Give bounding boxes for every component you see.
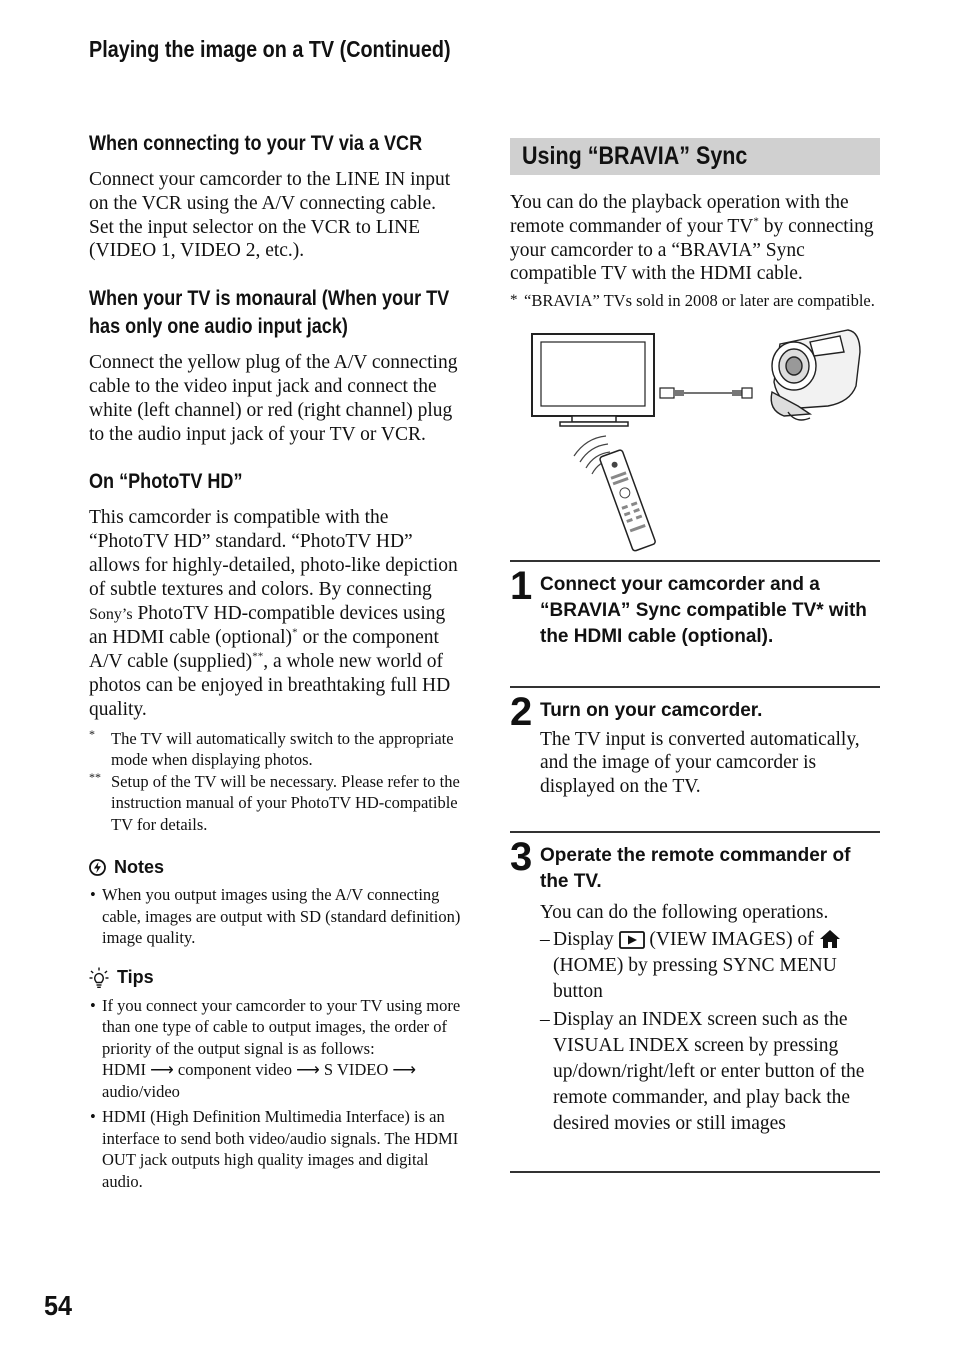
arrow-right-icon: ⟶: [150, 1060, 174, 1080]
left-column: [89, 130, 461, 1192]
arrow-right-icon: ⟶: [392, 1060, 417, 1080]
step-2-body: The TV input is converted automatically, and the image of your camcorder is displayed on the TV.: [540, 728, 860, 798]
vcr-body: Connect your camcorder to the LINE IN input on the VCR using the A/V connecting cable. Set the input selector on the VCR to LINE (VIDEO 1, VIDEO 2, etc.).: [89, 169, 451, 262]
bravia-intro: You can do the playback operation with the remote commander of your TV* by connecting your camcorder to a “BRAVIA” Sync compatible TV with the HDMI cable.: [510, 192, 874, 285]
notes-icon: [89, 859, 106, 876]
tips-heading: Tips: [89, 967, 461, 989]
notes-heading: Notes: [89, 857, 461, 878]
step-2: 2 Turn on your camcorder. The TV input is converted automatically, and the image of your camcorder is displayed on the TV.: [510, 686, 880, 831]
priority-order: HDMI ⟶ component video ⟶ S VIDEO ⟶ audio/video: [102, 1060, 417, 1101]
phototv-body: This camcorder is compatible with the “PhotoTV HD” standard. “PhotoTV HD” allows for highly-detailed, photo-like depiction of subtle textures and colors. By connecting Sony’s PhotoTV HD-compatible devices using an HDMI cable (optional)* or the component A/V cable (supplied)**, a whole new world of photos can be enjoyed in breathtaking full HD quality.: [89, 507, 458, 720]
section-title-bar: [510, 138, 880, 175]
tips-item-1: • If you connect your camcorder to your TV using more than one type of cable to output images, the order of priority of the output signal is as follows: HDMI ⟶ component video ⟶ S VIDEO ⟶ audio/video: [90, 995, 461, 1101]
page-number: 54: [44, 1290, 73, 1321]
tv-icon: [532, 334, 654, 426]
step-2-title: Turn on your camcorder.: [540, 699, 763, 721]
step-3: 3 Operate the remote commander of the TV. You can do the following operations. – Display (VIEW IMAGES) of (HOME) by pressing SYNC MENU button – Display an INDEX screen such as the VISUAL INDEX screen by pressing up/down/right/left or enter button of the remote commander, and play back the desired movies or still images: [510, 831, 880, 1137]
notes-item: • When you output images using the A/V connecting cable, images are output with SD (standard definition) image quality.: [90, 885, 461, 948]
hdmi-cable-icon: [660, 388, 752, 398]
step-1: 1 Connect your camcorder and a “BRAVIA” Sync compatible TV* with the HDMI cable (optional).: [510, 560, 880, 686]
sony-brand: Sony’s: [89, 605, 133, 623]
view-images-icon: [619, 931, 645, 949]
bravia-footnote: * “BRAVIA” TVs sold in 2008 or later are compatible.: [510, 291, 875, 311]
footnote-2: ** Setup of the TV will be necessary. Please refer to the instruction manual of your PhotoTV HD-compatible TV for details.: [89, 769, 460, 834]
end-rule: [510, 1171, 880, 1173]
tips-item-2: • HDMI (High Definition Multimedia Interface) is an interface to send both video/audio signals. The HDMI OUT jack outputs high quality images and digital audio.: [90, 1107, 459, 1191]
step-1-title: Connect your camcorder and a “BRAVIA” Sync compatible TV* with the HDMI cable (optional).: [540, 573, 867, 647]
phototv-heading: On “PhotoTV HD”: [89, 470, 243, 494]
operation-1: – Display (VIEW IMAGES) of (HOME) by pressing SYNC MENU button: [540, 927, 880, 1005]
connection-illustration: [510, 322, 880, 552]
arrow-right-icon: ⟶: [296, 1060, 320, 1080]
remote-commander-icon: [599, 449, 656, 551]
monaural-heading: When your TV is monaural (When your TV has only one audio input jack): [89, 287, 450, 339]
monaural-body: Connect the yellow plug of the A/V connecting cable to the video input jack and connect the white (left channel) or red (right channel) plug to the audio input jack of your TV or VCR.: [89, 352, 458, 445]
footnote-1: * The TV will automatically switch to the appropriate mode when displaying photos.: [89, 726, 454, 770]
step-3-body: You can do the following operations.: [540, 902, 829, 924]
home-icon: [819, 929, 841, 949]
lightbulb-icon: [89, 967, 109, 989]
section-title: Using “BRAVIA” Sync: [522, 142, 748, 170]
vcr-heading: When connecting to your TV via a VCR: [89, 132, 423, 155]
camcorder-icon: [771, 330, 860, 420]
page-header: Playing the image on a TV (Continued): [89, 36, 451, 62]
operation-2: – Display an INDEX screen such as the VISUAL INDEX screen by pressing up/down/right/left or enter button of the remote commander, and play back the desired movies or still images: [540, 1008, 865, 1134]
step-3-title: Operate the remote commander of the TV.: [540, 845, 851, 893]
right-column: [510, 138, 880, 1173]
